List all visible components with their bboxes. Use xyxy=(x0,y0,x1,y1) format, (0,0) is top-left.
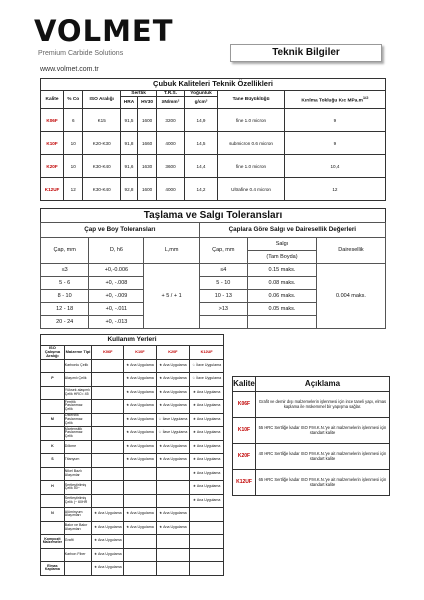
cell-material: Grafit xyxy=(64,535,91,549)
grade-description: Grafit ve demir dışı malzemelerin işlenmesi için ince taneli yapı, elmas kaplama ile mükemmel bir yapışma sağlar. xyxy=(256,392,390,418)
cell-usage xyxy=(124,467,156,481)
grade-name: K20F xyxy=(233,444,256,470)
table-row xyxy=(41,508,224,522)
grade-description: 65 HRC Sertliğe kadar ISO P.M.K.N.'ye ait malzemelerin işlenmesi için standart kalite xyxy=(256,470,390,496)
cell-iso xyxy=(41,467,65,481)
cell-iso: K xyxy=(41,440,65,454)
cell-hv30: 1600 xyxy=(137,109,156,132)
table-row xyxy=(41,454,224,468)
cell-cap-right: >13 xyxy=(199,303,247,316)
cell-usage xyxy=(156,548,190,562)
cell-hra: 91,6 xyxy=(121,155,138,178)
cell-usage: ★ Ana Uygulama xyxy=(92,562,124,576)
cell-hra: 92,8 xyxy=(121,178,138,201)
cell-material: Sertleştirilmiş Çelik (~ 60HR xyxy=(64,494,91,508)
table-row xyxy=(41,109,386,132)
table-row xyxy=(41,178,386,201)
table-row xyxy=(41,535,224,549)
table-row xyxy=(233,444,390,470)
cell-salgi: 0.08 maks. xyxy=(247,277,316,290)
col-trs: T.R.S. xyxy=(157,91,185,97)
cell-usage: ★ Ana Uygulama xyxy=(124,440,156,454)
cell-iso: H xyxy=(41,481,65,495)
cell-co: 10 xyxy=(64,132,83,155)
cell-kirilma: 12 xyxy=(284,178,385,201)
cell-usage: ☆ İlave Uygulama xyxy=(190,359,224,373)
cell-usage xyxy=(124,562,156,576)
cell-usage xyxy=(92,467,124,481)
cell-usage xyxy=(124,548,156,562)
cell-hv30: 1600 xyxy=(137,178,156,201)
table-row xyxy=(41,521,224,535)
cell-usage: ★ Ana Uygulama xyxy=(124,373,156,387)
tolerance-section-header xyxy=(40,208,386,223)
cell-trs: 3200 xyxy=(157,109,185,132)
cell-usage xyxy=(156,467,190,481)
grade-name: K10F xyxy=(233,418,256,444)
cell-iso xyxy=(41,359,65,373)
cell-usage: ★ Ana Uygulama xyxy=(190,386,224,400)
cell-iso: K30-K40 xyxy=(83,178,121,201)
cell-usage xyxy=(92,373,124,387)
col-yogunluk: Yoğunluk xyxy=(184,91,217,97)
header-tam-boyda: (Tam Boyda) xyxy=(247,251,316,264)
cell-material: Karbonlu Çelik xyxy=(64,359,91,373)
cell-usage xyxy=(92,481,124,495)
grade-name: K12UF xyxy=(41,178,64,201)
cell-cap: 12 - 18 xyxy=(41,303,89,316)
col-yogunluk-unit: g/cm³ xyxy=(184,97,217,109)
table-row xyxy=(41,440,224,454)
cell-tane: submicron 0.6 micron xyxy=(218,132,285,155)
cell-iso: P xyxy=(41,373,65,387)
grade-description: 55 HRC Sertliğe kadar ISO P.M.K.N.'ye ait malzemelerin işlenmesi için standart kalite xyxy=(256,418,390,444)
website-url[interactable]: www.volmet.com.tr xyxy=(40,66,99,73)
grade-description: 40 HRC Sertliğe kadar ISO P.M.K.N.'ye ait malzemelerin işlenmesi için standart kalite xyxy=(256,444,390,470)
runout-roundness-title: Çaplara Göre Salgı ve Dairesellik Değerleri xyxy=(199,223,385,238)
cell-d: +0, -.008 xyxy=(89,277,144,290)
cell-iso: K15 xyxy=(83,109,121,132)
cell-material: Nikel Bazlı Alaşımlar xyxy=(64,467,91,481)
brand-logo: VOLMET xyxy=(34,14,174,48)
cell-hv30: 1630 xyxy=(137,155,156,178)
col-tane: Tane Büyüklüğü xyxy=(218,91,285,109)
header-k10f: K10F xyxy=(124,346,156,360)
cell-usage: ★ Ana Uygulama xyxy=(124,386,156,400)
table-row xyxy=(41,494,224,508)
cell-usage xyxy=(92,386,124,400)
table-row xyxy=(233,470,390,496)
header-l: L,mm xyxy=(144,238,199,264)
cell-d: +0,-0.006 xyxy=(89,264,144,277)
cell-salgi: 0.06 maks. xyxy=(247,290,316,303)
cell-trs: 3600 xyxy=(157,155,185,178)
cell-material: Ferritik Paslanmaz Çelik xyxy=(64,400,91,414)
cell-kirilma: 10,4 xyxy=(284,155,385,178)
table-row xyxy=(233,392,390,418)
col-hra: HRA xyxy=(121,97,138,109)
cell-d: +0, -.009 xyxy=(89,290,144,303)
cell-usage: ★ Ana Uygulama xyxy=(124,427,156,441)
tolerance-section-title: Taşlama ve Salgı Toleransları xyxy=(40,208,386,223)
cell-usage xyxy=(190,548,224,562)
cell-iso xyxy=(41,400,65,414)
description-table xyxy=(232,376,390,496)
usage-table xyxy=(40,334,224,576)
cell-salgi: 0.05 maks. xyxy=(247,303,316,316)
cell-hra: 91,5 xyxy=(121,109,138,132)
cell-usage: ★ Ana Uygulama xyxy=(124,508,156,522)
cell-yogunluk: 14,5 xyxy=(184,132,217,155)
cell-usage: ★ Ana Uygulama xyxy=(92,508,124,522)
cell-usage xyxy=(124,481,156,495)
col-kalite: Kalite xyxy=(41,91,64,109)
cell-cap: 5 - 6 xyxy=(41,277,89,290)
cell-usage xyxy=(190,521,224,535)
grade-name: K06F xyxy=(41,109,64,132)
cell-usage xyxy=(190,508,224,522)
cell-usage: ★ Ana Uygulama xyxy=(156,400,190,414)
cell-iso: N xyxy=(41,508,65,522)
cell-kirilma: 9 xyxy=(284,109,385,132)
col-hv30: HV30 xyxy=(137,97,156,109)
grades-table-title: Çubuk Kaliteleri Teknik Özellikleri xyxy=(41,79,386,91)
cell-salgi: 0.15 maks. xyxy=(247,264,316,277)
cell-iso: S xyxy=(41,454,65,468)
cell-usage: ★ Ana Uygulama xyxy=(124,359,156,373)
cell-co: 10 xyxy=(64,155,83,178)
cell-cap: 8 - 10 xyxy=(41,290,89,303)
cell-usage xyxy=(190,562,224,576)
cell-iso xyxy=(41,521,65,535)
table-row xyxy=(41,413,224,427)
table-row xyxy=(41,132,386,155)
cell-usage xyxy=(190,535,224,549)
grade-name: K12UF xyxy=(233,470,256,496)
cell-usage xyxy=(124,494,156,508)
cell-material: Sertleştirilmiş Çelik 50~ xyxy=(64,481,91,495)
cell-kirilma: 9 xyxy=(284,132,385,155)
cell-iso: Kompozit Malzemeler xyxy=(41,535,65,549)
cell-usage: ★ Ana Uygulama xyxy=(124,454,156,468)
cell-usage: ★ Ana Uygulama xyxy=(156,454,190,468)
table-row xyxy=(41,481,224,495)
cell-material: Alaşımlı Çelik xyxy=(64,373,91,387)
col-trs-unit: ≥N/mm² xyxy=(157,97,185,109)
cell-usage: ★ Ana Uygulama xyxy=(156,386,190,400)
grade-name: K10F xyxy=(41,132,64,155)
cell-usage: ★ Ana Uygulama xyxy=(124,521,156,535)
cell-usage xyxy=(92,454,124,468)
cell-hra: 91,8 xyxy=(121,132,138,155)
cell-usage xyxy=(124,535,156,549)
cell-usage xyxy=(156,494,190,508)
header-dairesellik: Dairesellik xyxy=(316,238,385,264)
cell-cap-right-empty xyxy=(199,316,247,329)
cell-material: Yüksek alaşımlı Çelik HRC< 45 xyxy=(64,386,91,400)
cell-usage: ★ Ana Uygulama xyxy=(190,494,224,508)
cell-usage: ★ Ana Uygulama xyxy=(190,427,224,441)
cell-usage: ★ Ana Uygulama xyxy=(190,413,224,427)
header-iso: ISO Çalışma Aralığı xyxy=(41,346,65,360)
cell-usage: ★ Ana Uygulama xyxy=(190,467,224,481)
usage-table-title: Kullanım Yerleri xyxy=(41,335,224,346)
cell-usage: ☆ İlave Uygulama xyxy=(156,427,190,441)
cell-material: Martensitik Paslanmaz Çelik xyxy=(64,427,91,441)
cell-cap: ≤3 xyxy=(41,264,89,277)
table-row xyxy=(41,562,224,576)
cell-material: Titanyum xyxy=(64,454,91,468)
cell-usage: ★ Ana Uygulama xyxy=(190,454,224,468)
cell-hv30: 1660 xyxy=(137,132,156,155)
cell-cap-right: 5 - 10 xyxy=(199,277,247,290)
brand-tagline: Premium Carbide Solutions xyxy=(38,50,124,57)
table-row xyxy=(41,386,224,400)
header-cap-right: Çap, mm xyxy=(199,238,247,264)
cell-yogunluk: 14,2 xyxy=(184,178,217,201)
table-row xyxy=(41,373,224,387)
table-row xyxy=(41,264,386,277)
cell-iso xyxy=(41,548,65,562)
cell-trs: 4000 xyxy=(157,132,185,155)
cell-usage: ★ Ana Uygulama xyxy=(190,400,224,414)
grade-name: K06F xyxy=(233,392,256,418)
cell-usage: ★ Ana Uygulama xyxy=(156,521,190,535)
cell-co: 6 xyxy=(64,109,83,132)
cell-salgi-empty xyxy=(247,316,316,329)
header-kalite: Kalite xyxy=(233,377,256,392)
cell-d: +0, -.013 xyxy=(89,316,144,329)
cell-usage xyxy=(156,535,190,549)
cell-iso xyxy=(41,386,65,400)
cell-usage: ★ Ana Uygulama xyxy=(156,440,190,454)
diameter-length-title: Çap ve Boy Toleransları xyxy=(41,223,200,238)
cell-usage: ★ Ana Uygulama xyxy=(190,481,224,495)
table-row xyxy=(41,155,386,178)
cell-usage xyxy=(92,359,124,373)
cell-iso: Elmas Kaplama xyxy=(41,562,65,576)
cell-usage: ★ Ana Uygulama xyxy=(124,413,156,427)
cell-tane: fine 1.0 micron xyxy=(218,109,285,132)
cell-usage: ★ Ana Uygulama xyxy=(92,521,124,535)
cell-material xyxy=(64,562,91,576)
cell-usage xyxy=(92,413,124,427)
grades-table xyxy=(40,78,386,201)
cell-usage: ☆ İlave Uygulama xyxy=(156,413,190,427)
header-k06f: K06F xyxy=(92,346,124,360)
tolerance-table xyxy=(40,222,386,329)
table-row xyxy=(41,548,224,562)
cell-usage xyxy=(156,481,190,495)
header-d: D, h6 xyxy=(89,238,144,264)
cell-usage xyxy=(156,562,190,576)
cell-usage: ★ Ana Uygulama xyxy=(156,359,190,373)
page-title: Teknik Bilgiler xyxy=(230,44,382,62)
cell-material: Östenitik Paslanmaz Çelik xyxy=(64,413,91,427)
cell-material: Karbon Fiber xyxy=(64,548,91,562)
cell-usage: ★ Ana Uygulama xyxy=(156,508,190,522)
header-aciklama: Açıklama xyxy=(256,377,390,392)
table-row xyxy=(41,400,224,414)
cell-dairesellik-value: 0.004 maks. xyxy=(316,264,385,329)
header-cap-left: Çap, mm xyxy=(41,238,89,264)
cell-trs: 4000 xyxy=(157,178,185,201)
header-k20f: K20F xyxy=(156,346,190,360)
cell-usage: ★ Ana Uygulama xyxy=(92,548,124,562)
cell-tane: Ultrafine 0.4 micron xyxy=(218,178,285,201)
cell-usage xyxy=(92,427,124,441)
cell-iso xyxy=(41,427,65,441)
header-salgi: Salgı xyxy=(247,238,316,251)
cell-usage xyxy=(92,400,124,414)
cell-co: 12 xyxy=(64,178,83,201)
col-iso: ISO Aralığı xyxy=(83,91,121,109)
cell-usage xyxy=(92,440,124,454)
cell-iso: K20-K30 xyxy=(83,132,121,155)
header-malzeme: Malzeme Tipi xyxy=(64,346,91,360)
header-k12uf: K12UF xyxy=(190,346,224,360)
cell-usage xyxy=(92,494,124,508)
cell-iso: K30-K40 xyxy=(83,155,121,178)
cell-d: +0, -.011 xyxy=(89,303,144,316)
cell-usage: ★ Ana Uygulama xyxy=(124,400,156,414)
table-row xyxy=(233,418,390,444)
cell-cap: 20 - 24 xyxy=(41,316,89,329)
col-co: % Co xyxy=(64,91,83,109)
grade-name: K20F xyxy=(41,155,64,178)
col-kirilma: Kırılma Tokluğu Kıc $MPa.m^{1/2}$ xyxy=(284,91,385,109)
cell-iso xyxy=(41,494,65,508)
cell-usage: ☆ İlave Uygulama xyxy=(190,373,224,387)
col-sertlik: Sertlik xyxy=(121,91,157,97)
cell-cap-right: 10 - 13 xyxy=(199,290,247,303)
cell-material: Bakır ve Bakır Alaşımları xyxy=(64,521,91,535)
cell-material: Alüminyum Alaşımları xyxy=(64,508,91,522)
cell-usage: ★ Ana Uygulama xyxy=(190,440,224,454)
cell-yogunluk: 14,9 xyxy=(184,109,217,132)
cell-usage: ★ Ana Uygulama xyxy=(156,373,190,387)
cell-iso: M xyxy=(41,413,65,427)
cell-usage: ★ Ana Uygulama xyxy=(92,535,124,549)
cell-cap-right: ≤4 xyxy=(199,264,247,277)
cell-material: Dökme xyxy=(64,440,91,454)
table-row xyxy=(41,467,224,481)
table-row xyxy=(41,427,224,441)
usage-table-body xyxy=(41,359,224,575)
cell-l-value: + 5 / + 1 xyxy=(144,264,199,329)
cell-yogunluk: 14,4 xyxy=(184,155,217,178)
table-row xyxy=(41,359,224,373)
cell-tane: fine 1.0 micron xyxy=(218,155,285,178)
